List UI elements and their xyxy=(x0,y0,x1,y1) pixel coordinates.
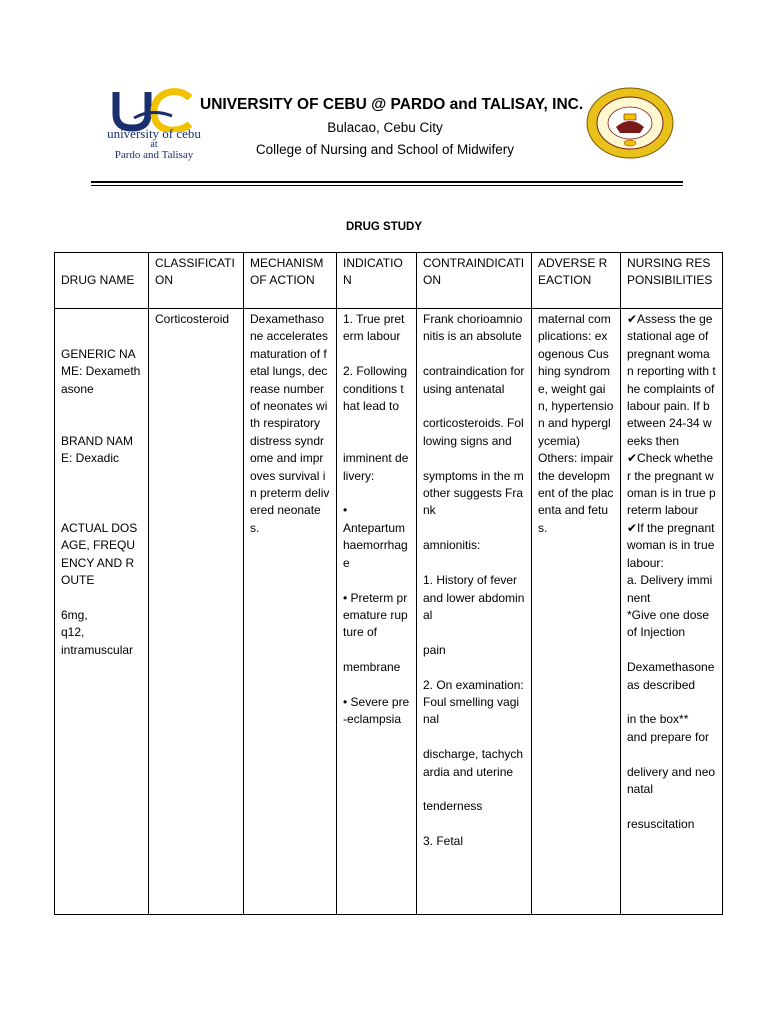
college-name: College of Nursing and School of Midwifery xyxy=(255,142,515,157)
logo-line-1: university of cebu xyxy=(107,126,201,141)
cell-drug-name: GENERIC NAME: Dexamethasone BRAND NAME: Dexadic ACTUAL DOSAGE, FREQUENCY AND ROUTE 6mg, q12, intramuscular xyxy=(55,309,149,915)
table-header-row xyxy=(55,253,723,309)
document-title: DRUG STUDY xyxy=(345,221,423,233)
cell-indication: 1. True preterm labour 2. Following conditions that lead to imminent delivery: • Antepartum haemorrhage • Preterm premature rupture of membrane • Severe pre-eclampsia xyxy=(337,309,417,915)
header-contraindication: CONTRAINDICATION xyxy=(417,253,532,309)
college-seal-icon xyxy=(586,87,674,159)
header-adverse-reaction: ADVERSE REACTION xyxy=(532,253,621,309)
header-indication: INDICATION xyxy=(337,253,417,309)
header-drug-name: DRUG NAME xyxy=(55,253,149,309)
cell-adverse-reaction: maternal complications: exogenous Cushing syndrome, weight gain, hypertension and hyperglycemia) Others: impair the development of the placenta and fetus. xyxy=(532,309,621,915)
document-header xyxy=(0,0,768,190)
header-mechanism: MECHANISM OF ACTION xyxy=(244,253,337,309)
institution-address: Bulacao, Cebu City xyxy=(327,120,443,135)
drug-study-table xyxy=(54,252,723,915)
cell-mechanism: Dexamethasone accelerates maturation of fetal lungs, decrease number of neonates with respiratory distress syndrome and improves survival in preterm delivered neonates. xyxy=(244,309,337,915)
header-classification: CLASSIFICATION xyxy=(149,253,244,309)
cell-nursing: ✔Assess the gestational age of pregnant woman reporting with the complaints of labour pain. If between 24-34 weeks then ✔Check whether the pregnant woman is in true preterm labour ✔If the pregnant woman is in true labour: a. Delivery imminent *Give one dose of Injection Dexamethasone as described in the box** and prepare for delivery and neonatal resuscitation xyxy=(621,309,723,915)
logo-line-2: at xyxy=(150,139,158,150)
header-nursing: NURSING RESPONSIBILITIES xyxy=(621,253,723,309)
header-rule-thin xyxy=(91,185,683,186)
institution-title: UNIVERSITY OF CEBU @ PARDO and TALISAY, INC. xyxy=(200,96,584,113)
cell-contraindication: Frank chorioamnionitis is an absolute contraindication for using antenatal corticosteroids. Following signs and symptoms in the mother suggests Frank amnionitis: 1. History of fever and lower abdominal pain 2. On examination: Foul smelling vaginal discharge, tachychardia and uterine tenderness 3. Fetal xyxy=(417,309,532,915)
logo-line-3: Pardo and Talisay xyxy=(114,149,194,161)
university-logo xyxy=(100,88,208,172)
cell-classification: Corticosteroid xyxy=(149,309,244,915)
table-row xyxy=(55,309,723,915)
header-rule-thick xyxy=(91,181,683,183)
